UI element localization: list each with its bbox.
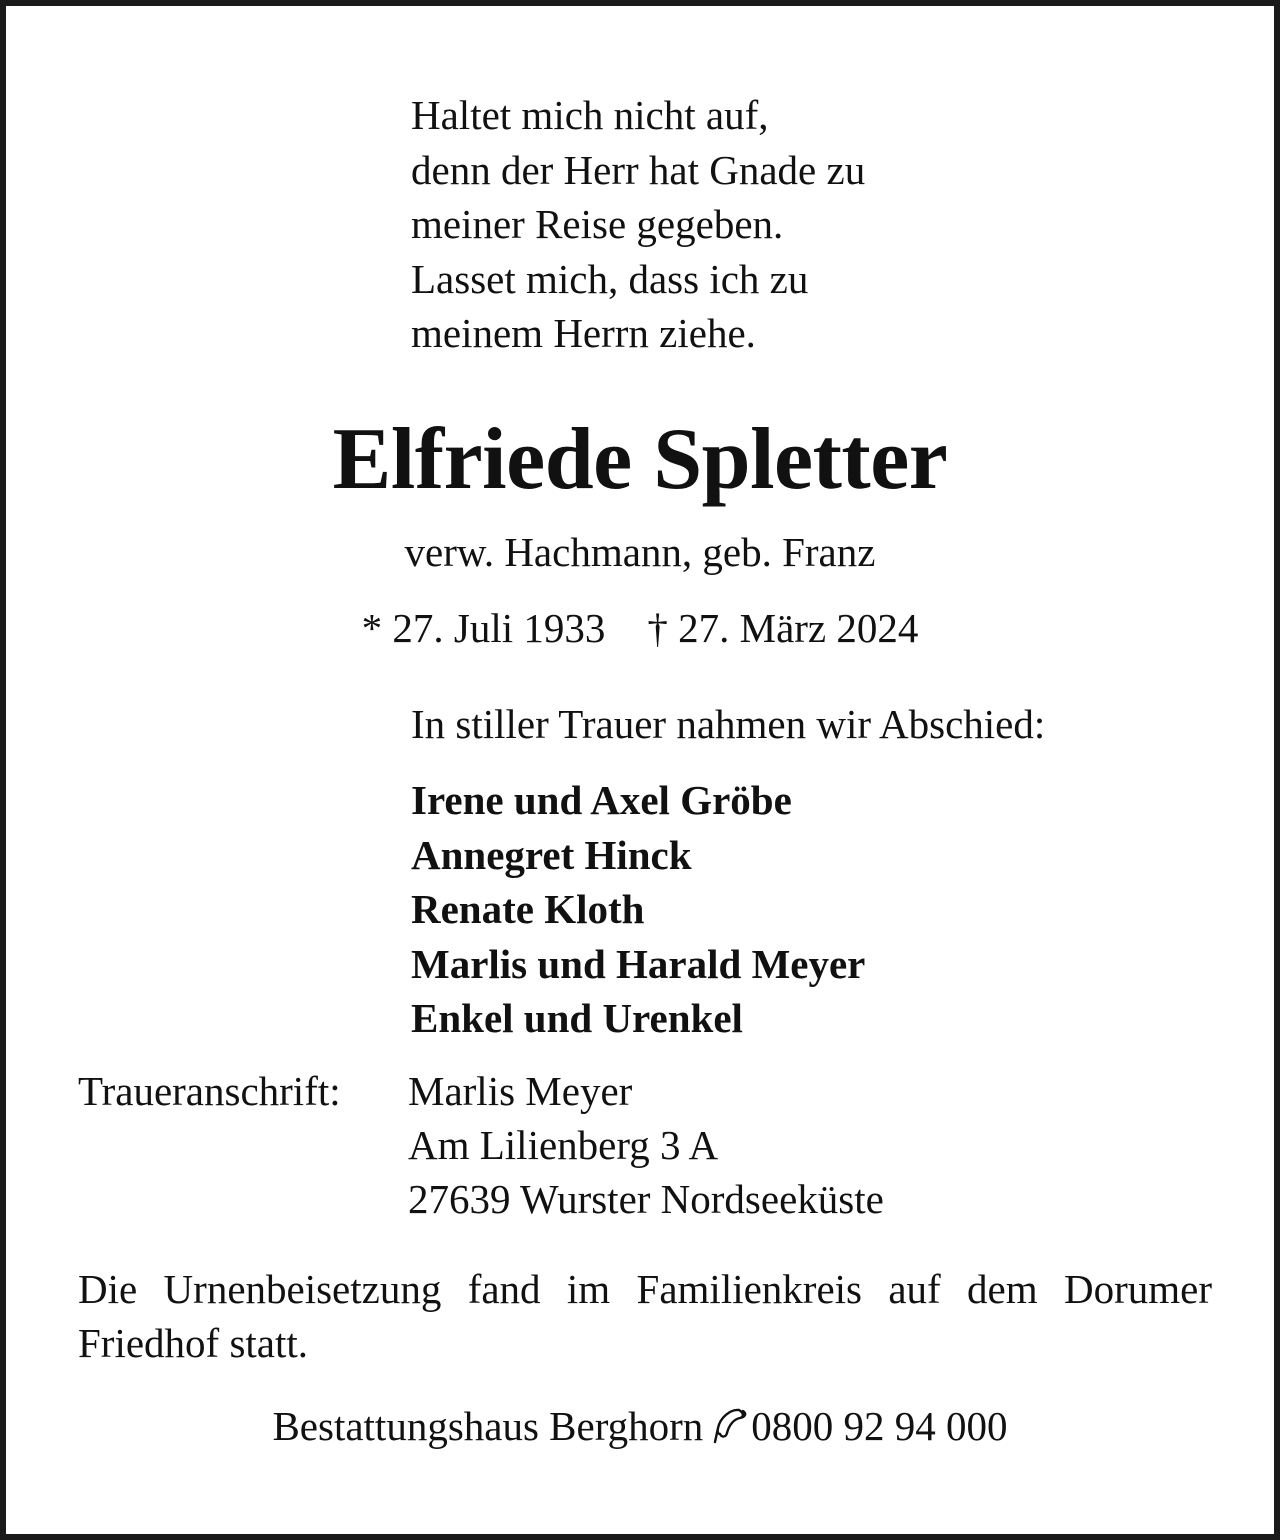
mourner: Irene und Axel Gröbe [411,777,792,823]
mourner: Renate Kloth [411,886,645,932]
burial-notice: Die Urnenbeisetzung fand im Familienkreis auf dem Dorumer Friedhof statt. [78,1266,1212,1366]
verse-line: Haltet mich nicht auf, [411,92,769,138]
death-date: † 27. März 2024 [647,605,919,651]
verse-line: meiner Reise gegeben. [411,201,784,247]
verse-line: denn der Herr hat Gnade zu [411,146,866,193]
verse-line: meinem Herrn ziehe. [411,310,756,356]
phone-handset-icon [713,1405,749,1445]
address-line: 27639 Wurster Nordseeküste [408,1176,884,1222]
life-dates [6,602,1274,654]
funeral-home [6,1399,1274,1453]
address-label: Traueranschrift: [78,1068,341,1114]
verse-line: Lasset mich, dass ich zu [411,255,809,302]
mourning-address [408,1064,884,1226]
address-line: Marlis Meyer [408,1068,633,1114]
funeral-home-phone: 0800 92 94 000 [751,1403,1008,1449]
mourner: Enkel und Urenkel [411,995,743,1041]
birth-date: * 27. Juli 1933 [361,605,606,651]
deceased-name: Elfriede Spletter [332,411,948,508]
funeral-home-name: Bestattungshaus Berghorn [272,1403,704,1449]
mourners-list [411,773,865,1046]
mourner: Marlis und Harald Meyer [411,940,866,987]
mourning-statement: In stiller Trauer nahmen wir Abschied: [411,701,1046,747]
address-line: Am Lilienberg 3 A [408,1122,719,1168]
mourner: Annegret Hinck [411,831,692,878]
deceased-maiden-names: verw. Hachmann, geb. Franz [404,529,876,575]
verse [411,88,865,361]
